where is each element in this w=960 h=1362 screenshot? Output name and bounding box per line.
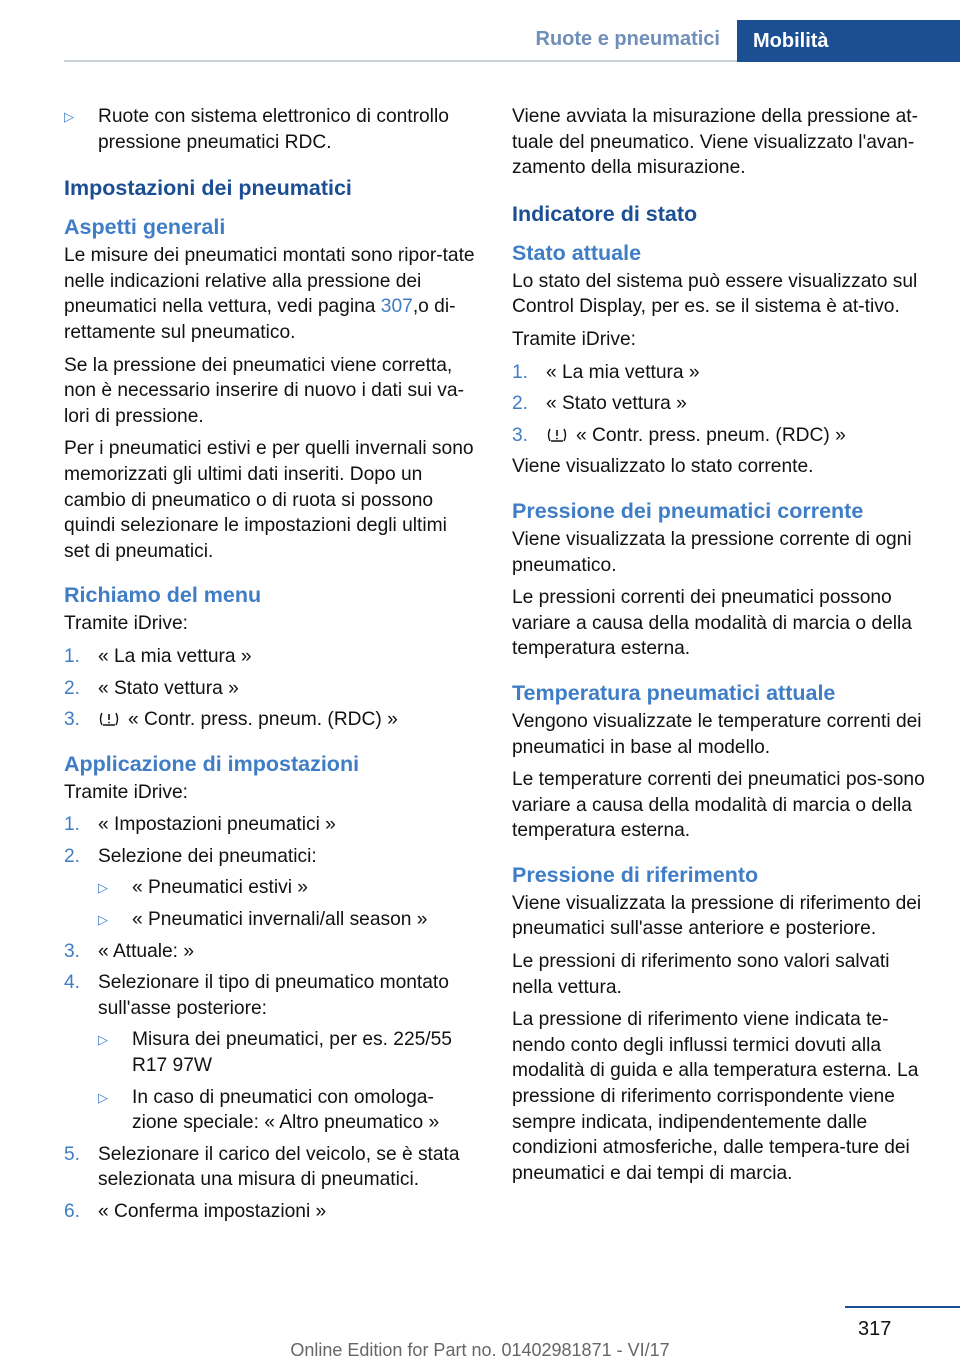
paragraph: Viene visualizzato lo stato corrente. [512,456,814,478]
heading-stato: Stato attuale [512,240,642,265]
tire-pressure-warning-icon [98,711,120,727]
triangle-bullet-icon: ▷ [98,880,108,896]
list-item: ▷ « Pneumatici estivi » [98,875,476,901]
heading-aspetti: Aspetti generali [64,215,226,240]
triangle-bullet-icon: ▷ [98,1032,108,1048]
list-item: ▷ In caso di pneumatici con omologa-zione speciale: « Altro pneumatico » [98,1085,476,1136]
heading-temperatura: Temperatura pneumatici attuale [512,680,836,705]
list-item: 4. Selezionare il tipo di pneumatico montato sull'asse posteriore: [64,972,449,1019]
list-item: 1. « La mia vettura » [512,361,700,383]
paragraph: Le misure dei pneumatici montati sono ripor-tate nelle indicazioni relative alla pressione dei pneumatici nella vettura, vedi pagina 307,o di-rettamente sul pneumatico. [64,245,475,343]
list-item: 3. « Attuale: » [64,940,195,962]
triangle-bullet-icon: ▷ [98,912,108,928]
list-item: 3. « Contr. press. pneum. (RDC) » [64,709,398,731]
heading-pressione: Pressione dei pneumatici corrente [512,498,864,523]
paragraph: Se la pressione dei pneumatici viene corretta, non è necessario inserire di nuovo i dati sui va-lori di pressione. [64,354,464,427]
list-item: ▷ Misura dei pneumatici, per es. 225/55 R17 97W [98,1027,476,1078]
list-item: 2. « Stato vettura » [512,393,687,415]
heading-impostazioni: Impostazioni dei pneumatici [64,176,352,201]
page-link[interactable]: 307 [380,296,413,318]
right-column [512,104,927,1193]
paragraph: Viene visualizzata la pressione di riferimento dei pneumatici sull'asse anteriore e posteriore. [512,892,922,940]
list-item: 2. Selezione dei pneumatici: [64,845,317,867]
heading-indicatore: Indicatore di stato [512,201,698,226]
heading-riferimento: Pressione di riferimento [512,862,759,887]
list-item: ▷ « Pneumatici invernali/all season » [98,907,476,933]
list-item: 3. « Contr. press. pneum. (RDC) » [512,424,846,446]
list-item: ▷ Ruote con sistema elettronico di controllo pressione pneumatici RDC. [64,104,476,155]
paragraph: Vengono visualizzate le temperature correnti dei pneumatici in base al modello. [512,710,922,758]
paragraph: La pressione di riferimento viene indicata te-nendo conto degli influssi termici dovuti alla modalità di guida e alla temperatura esterna. La pressione di riferimento corrispondente viene sempre indicata, indipendentemente dalle condizioni atmosferiche, dalle tempera-ture dei pneumatici e dai tempi di marcia. [512,1009,919,1184]
page-number: 317 [858,1318,892,1340]
paragraph: Tramite iDrive: [512,328,637,350]
footer-rule [845,1306,960,1308]
header-section: Ruote e pneumatici [535,28,720,50]
left-column [64,104,476,1231]
paragraph: Viene visualizzata la pressione corrente di ogni pneumatico. [512,528,912,576]
footer-edition: Online Edition for Part no. 01402981871 - VI/17 [290,1340,670,1360]
list-item: 1. « Impostazioni pneumatici » [64,814,336,836]
paragraph: Le pressioni correnti dei pneumatici possono variare a causa della modalità di marcia o della temperatura esterna. [512,587,912,660]
paragraph: Tramite iDrive: [64,781,189,803]
list-item: 2. « Stato vettura » [64,677,239,699]
paragraph: Le temperature correnti dei pneumatici pos-sono variare a causa della modalità di marcia o della temperatura esterna. [512,769,925,842]
triangle-bullet-icon: ▷ [64,109,74,124]
header-tab: Mobilità [737,20,960,62]
paragraph: Viene avviata la misurazione della pressione at-tuale del pneumatico. Viene visualizzato l'avan-zamento della misurazione. [512,106,919,179]
heading-applicazione: Applicazione di impostazioni [64,751,360,776]
heading-richiamo: Richiamo del menu [64,583,262,608]
list-item: 1. « La mia vettura » [64,645,252,667]
paragraph: Per i pneumatici estivi e per quelli invernali sono memorizzati gli ultimi dati inseriti. Dopo un cambio di pneumatico o di ruota si possono quindi selezionare le impostazioni degli ultimi set di pneumatici. [64,438,474,562]
paragraph: Tramite iDrive: [64,613,189,635]
paragraph: Le pressioni di riferimento sono valori salvati nella vettura. [512,951,890,998]
paragraph: Lo stato del sistema può essere visualizzato sul Control Display, per es. se il sistema è at-tivo. [512,270,918,318]
list-item: 6. « Conferma impostazioni » [64,1201,327,1222]
triangle-bullet-icon: ▷ [98,1089,108,1105]
list-item: 5. Selezionare il carico del veicolo, se è stata selezionata una misura di pneumatici. [64,1143,460,1191]
tire-pressure-warning-icon [546,427,568,443]
